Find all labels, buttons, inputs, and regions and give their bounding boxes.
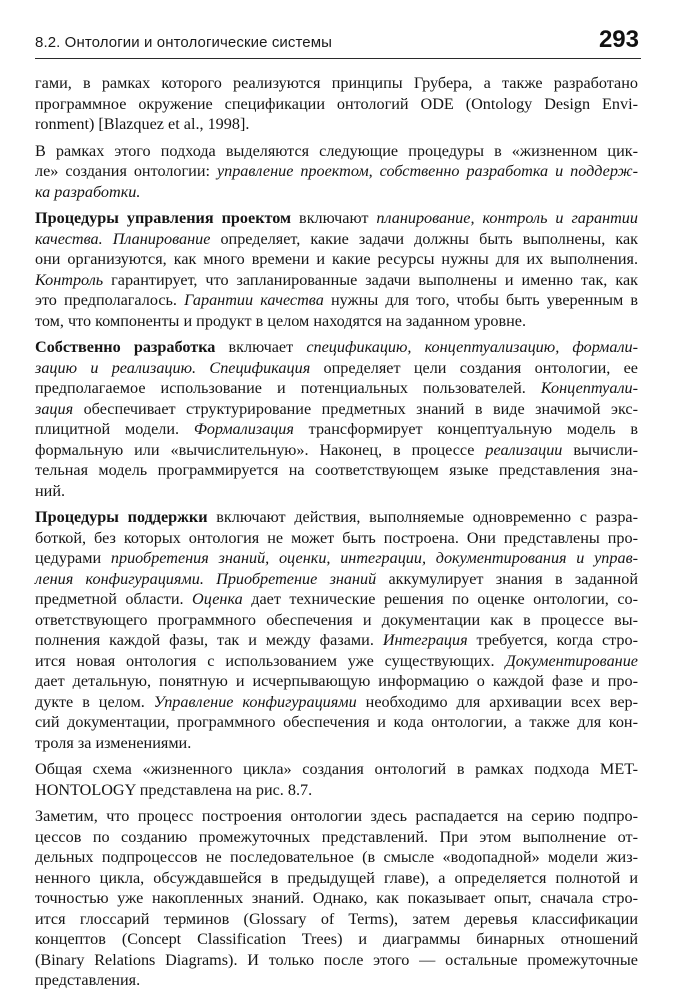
text-line (35, 73, 638, 94)
text-run: нужны для того, чтобы быть уверенным в (323, 291, 639, 309)
text-run: Общая схема «жизненного цикла» создания онтологий в рамках подхода MET- (35, 760, 638, 778)
italic-term: приобретения знаний, оценки, интеграции, документирования и управ- (110, 549, 639, 567)
text-run: включает (215, 338, 307, 356)
italic-term: качества. Планирование (35, 229, 211, 248)
bold-term: Собственно разработка (35, 338, 216, 356)
paragraph (35, 141, 638, 203)
paragraph (35, 806, 638, 991)
text-line (35, 378, 638, 399)
text-run: представления. (35, 971, 141, 989)
text-run: они организуются, как много времени и какие ресурсы нужны для их выполнения. (35, 250, 638, 268)
text-run: дукте в целом. (35, 692, 154, 711)
italic-term: Оценка (192, 590, 243, 608)
bold-term: Процедуры поддержки (35, 508, 208, 526)
text-run: дает технические решения по оценке онтологии, со- (242, 590, 639, 608)
text-run: ле» создания онтологии: (35, 162, 217, 180)
italic-term: Документирование (505, 651, 638, 670)
text-line (35, 548, 638, 569)
text-line (35, 888, 638, 909)
text-run: HONTOLOGY представлена на рис. 8.7. (35, 780, 313, 799)
text-run: определяет цели создания онтологии, ее (310, 358, 638, 377)
text-line (35, 358, 638, 379)
text-line (35, 94, 638, 115)
text-line (35, 780, 638, 801)
italic-term: Контроль (35, 270, 104, 289)
text-line (35, 909, 638, 930)
text-body (35, 73, 638, 991)
text-run: том, что компоненты и продукт в целом находятся на заданном уровне. (35, 311, 527, 330)
text-run: Заметим, что процесс построения онтологии здесь распадается на серию подпро- (35, 807, 638, 825)
text-run: предполагаемое использование и потенциальных пользователей. (35, 379, 541, 397)
italic-term: Формализация (193, 420, 294, 438)
text-run: предметной области. (35, 590, 193, 608)
italic-term: ка разработки. (35, 182, 141, 201)
text-line (35, 589, 638, 610)
italic-term: Гарантии качества (184, 291, 324, 309)
text-run: необходимо для архивации всех вер- (356, 692, 638, 711)
text-line (35, 399, 638, 420)
text-line (35, 827, 638, 848)
italic-term: ления конфигурациями. Приобретение знаний (35, 569, 377, 588)
text-line (35, 440, 638, 461)
text-line (35, 481, 638, 502)
text-run: плицитной модели. (35, 420, 194, 438)
italic-term: Концептуали- (540, 379, 638, 397)
running-header (35, 18, 641, 59)
text-line (35, 528, 638, 549)
text-run: аккумулирует знания в заданной (376, 569, 638, 588)
text-run: дельных подпроцессов не последовательное (в смысле «водопадной» модели жиз- (35, 848, 638, 866)
text-run: включают (291, 209, 377, 227)
text-run: В рамках этого подхода выделяются следующие процедуры в «жизненном цик- (35, 141, 638, 160)
italic-term: реализации (485, 440, 563, 459)
text-run: точностью уже накопленных знаний. Однако, как показывает опыт, сначала стро- (35, 889, 638, 907)
text-run: дает детальную, понятную и исчерпывающую информацию о каждой фазе и про- (35, 672, 638, 690)
text-run: вычисли- (562, 440, 638, 459)
paragraph (35, 208, 638, 331)
text-run: гами, в рамках которого реализуются принципы Грубера, а также разработано (35, 74, 638, 92)
text-line (35, 182, 638, 203)
text-run: тельная модель программируется на соответствующем языке представления зна- (35, 461, 638, 479)
text-line (35, 847, 638, 868)
text-line (35, 868, 638, 889)
text-run: ответствующего программного обеспечения и документации как в процессе вы- (35, 610, 638, 629)
italic-term: Интеграция (382, 631, 468, 649)
paragraph (35, 507, 638, 753)
text-line (35, 712, 638, 733)
text-run: ненного цикла, обсуждавшейся в предыдущей главе), а определяется полнотой и (35, 868, 638, 887)
text-run: требуется, когда стро- (467, 631, 638, 649)
text-run: боткой, без которых онтология не может быть построена. Они представлены про- (35, 528, 638, 547)
text-run: включают действия, выполняемые одновременно с разра- (207, 508, 638, 526)
text-line (35, 733, 638, 754)
paragraph (35, 73, 638, 135)
text-run: полнения каждой фазы, так и между фазами. (35, 631, 383, 649)
text-line (35, 610, 638, 631)
text-run: обеспечивает структурирование предметных знаний в виде значимой экс- (73, 399, 638, 418)
italic-term: Управление конфигурациями (153, 692, 357, 711)
text-line (35, 950, 638, 971)
text-run: это предполагалось. (35, 291, 185, 309)
text-line (35, 270, 638, 291)
text-run: (Binary Relations Diagrams). И только после этого — остальные промежуточные (35, 950, 638, 969)
italic-term: зацию и реализацию. Спецификация (35, 358, 311, 377)
italic-term: зация (35, 399, 74, 418)
text-line (35, 208, 638, 229)
italic-term: управление проектом, собственно разработка и поддерж- (216, 162, 638, 180)
text-line (35, 507, 638, 528)
text-run: троля за изменениями. (35, 733, 192, 752)
paragraph (35, 759, 638, 800)
text-line (35, 161, 638, 182)
text-line (35, 141, 638, 162)
text-line (35, 970, 638, 991)
section-title: 8.2. Онтологии и онтологические системы (35, 34, 333, 51)
page-number: 293 (598, 26, 639, 53)
text-run: цессов по созданию промежуточных представлений. При этом выполнение от- (35, 827, 638, 846)
paragraph (35, 337, 638, 501)
italic-term: планирование, контроль и гарантии (376, 209, 638, 227)
text-run: формальную или «вычислительную». Наконец, в процессе (35, 440, 486, 459)
text-run: ronment) [Blazquez et al., 1998]. (35, 115, 250, 133)
text-line (35, 419, 638, 440)
text-run: трансформирует концептуальную модель в (293, 420, 638, 438)
text-run: ится глоссарий терминов (Glossary of Terms), затем деревья классификации (35, 909, 638, 928)
text-line (35, 229, 638, 250)
text-line (35, 337, 638, 358)
text-line (35, 290, 638, 311)
text-line (35, 249, 638, 270)
text-run: ится новая онтология с использованием уже существующих. (35, 651, 506, 670)
text-run: цедурами (35, 549, 111, 567)
text-line (35, 630, 638, 651)
text-line (35, 806, 638, 827)
text-run: сий документации, программного обеспечения и кода онтологии, а также для кон- (35, 713, 638, 731)
text-run: определяет, какие задачи должны быть выполнены, как (210, 229, 638, 248)
text-line (35, 311, 638, 332)
text-line (35, 569, 638, 590)
text-line (35, 114, 638, 135)
bold-term: Процедуры управления проектом (35, 209, 292, 227)
italic-term: спецификацию, концептуализацию, формали- (306, 338, 638, 356)
text-line (35, 651, 638, 672)
text-run: концептов (Concept Classification Trees) и диаграммы бинарных отношений (35, 930, 638, 948)
text-line (35, 460, 638, 481)
text-line (35, 692, 638, 713)
text-run: гарантирует, что запланированные задачи выполнены и именно так, как (103, 270, 638, 289)
text-run: программное окружение спецификации онтологий ODE (Ontology Design Envi- (35, 94, 638, 113)
text-line (35, 929, 638, 950)
text-run: ний. (35, 481, 66, 500)
text-line (35, 759, 638, 780)
text-line (35, 671, 638, 692)
